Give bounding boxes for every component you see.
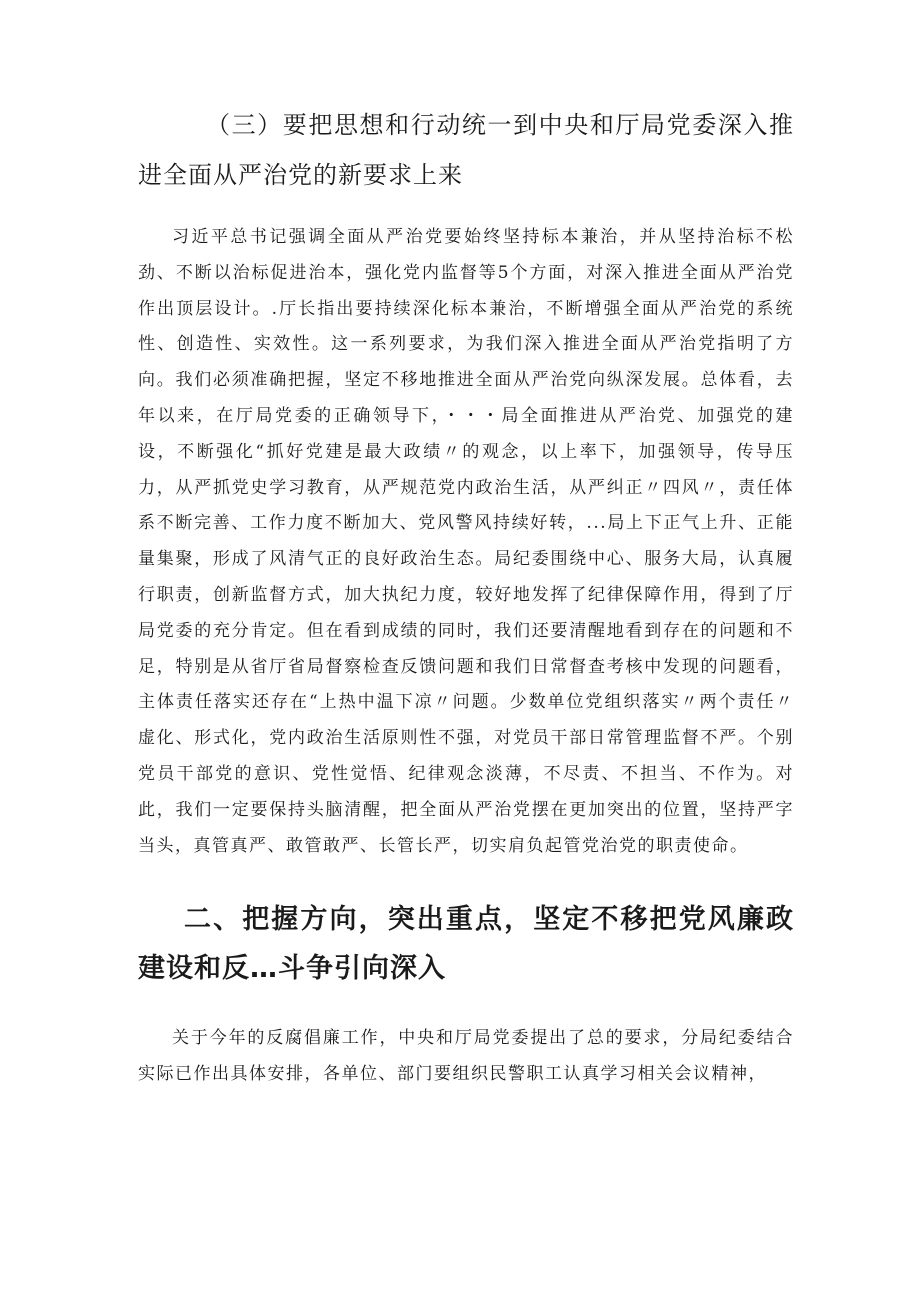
subsection-heading: （三）要把思想和行动统一到中央和厅局党委深入推进全面从严治党的新要求上来 (138, 111, 794, 189)
body-paragraph: 习近平总书记强调全面从严治党要始终坚持标本兼治，并从坚持治标不松劲、不断以治标促进治本，强化党内监督等5个方面，对深入推进全面从严治党作出顶层设计。.厅长指出要持续深化标本兼治，不断增强全面从严治党的系统性、创造性、实效性。这一系列要求，为我们深入推进全面从严治党指明了方向。我们必须准确把握，坚定不移地推进全面从严治党向纵深发展。总体看，去年以来，在厅局党委的正确领导下，・・・局全面推进从严治党、加强党的建设，不断强化“抓好党建是最大政绩〃的观念，以上率下，加强领导，传导压力，从严抓党史学习教育，从严规范党内政治生活，从严纠正〃四风〃，责任体系不断完善、工作力度不断加大、党风警风持续好转，...局上下正气上升、正能量集聚，形成了风清气正的良好政治生态。局纪委围绕中心、服务大局，认真履行职责，创新监督方式，加大执纪力度，较好地发挥了纪律保障作用，得到了厅局党委的充分肯定。但在看到成绩的同时，我们还要清醒地看到存在的问题和不足，特别是从省厅省局督察检查反馈问题和我们日常督查考核中发现的问题看，主体责任落实还存在“上热中温下凉〃问题。少数单位党组织落实〃两个责任〃虚化、形式化，党内政治生活原则性不强，对党员干部日常管理监督不严。个别党员干部党的意识、党性觉悟、纪律观念淡薄，不尽责、不担当、不作为。对此，我们一定要保持头脑清醒，把全面从严治党摆在更加突出的位置，坚持严字当头，真管真严、敢管敢严、长管长严，切实肩负起管党治党的职责使命。 (138, 227, 794, 856)
body-paragraph: 关于今年的反腐倡廉工作，中央和厅局党委提出了总的要求，分局纪委结合实际已作出具体安排，各单位、部门要组织民警职工认真学习相关会议精神， (138, 1028, 794, 1085)
document-page (138, 100, 794, 1093)
section-heading: 二、把握方向，突出重点，坚定不移把党风廉政建设和反…斗争引向深入 (138, 904, 794, 985)
